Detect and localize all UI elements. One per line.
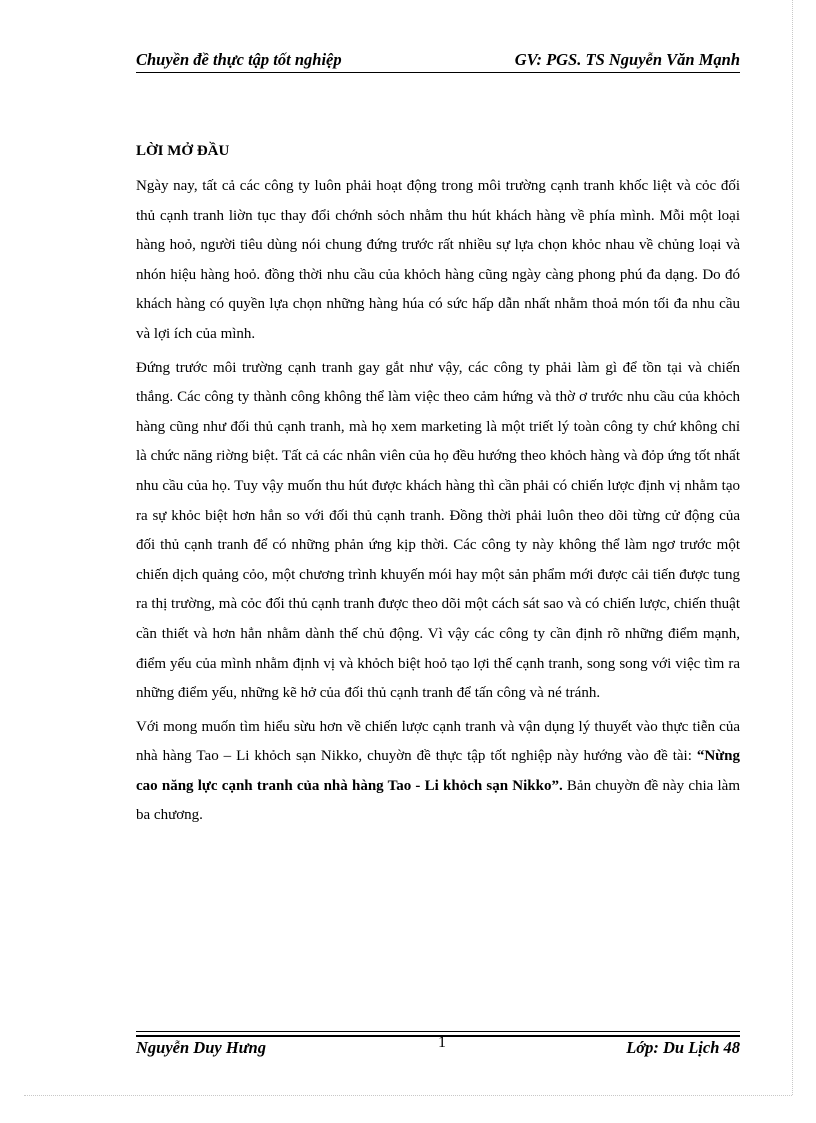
paragraph-3-topic: “Nừng cao năng lực cạnh tranh của nhà hàng Tao - Li khỏch sạn Nikko”. [136, 748, 740, 794]
page-footer [136, 1034, 740, 1060]
page-boundary-right [792, 0, 793, 1095]
header-title: Chuyền đề thực tập tốt nghiệp [136, 50, 342, 69]
paragraph-2: Đứng trước môi trường cạnh tranh gay gắt như vậy, các công ty phải làm gì để tồn tại và chiến thắng. Các công ty thành công không thể làm việc theo cảm hứng và thờ ơ trước nhu cầu của khỏch hàng cũng như đối thủ cạnh tranh, mà họ xem marketing là một triết lý toàn công ty chứ không chỉ là chức năng riờng biệt. Tất cả các nhân viên của họ đều hướng theo khỏch hàng và đỏp ứng tốt nhất nhu cầu của họ. Tuy vậy muốn thu hút được khách hàng thì cần phải có chiến lược định vị nhằm tạo ra sự khỏc biệt hơn hẳn so với đối thủ cạnh tranh. Đồng thời phải luôn theo dõi từng cử động của đối thủ cạnh tranh để có những phản ứng kịp thời. Các công ty này không thể làm ngơ trước một chiến dịch quảng cỏo, một chương trình khuyến mói hay một sản phẩm mới được cải tiến được tung ra thị trường, mà cỏc đối thủ cạnh tranh được theo dõi một cách sát sao và có chiến lược, chiến thuật cần thiết và hơn hẳn nhằm dành thế chủ động. Vì vậy các công ty cần định rõ những điểm mạnh, điểm yếu của mình nhằm định vị và khỏch biệt hoỏ tạo lợi thế cạnh tranh, song song với việc tìm ra những điểm yếu, những kẽ hở của đối thủ cạnh tranh để tấn công và né tránh. [136, 359, 740, 702]
footer-class: Lớp: Du Lịch 48 [626, 1038, 740, 1057]
page-content [136, 138, 740, 831]
section-heading: LỜI MỞ ĐẦU [136, 143, 230, 159]
paragraph-3 [136, 713, 740, 831]
paragraph-1: Ngày nay, tất cả các công ty luôn phải hoạt động trong môi trường cạnh tranh khốc liệt và cỏc đối thủ cạnh tranh liờn tục thay đổi chớnh sỏch nhằm thu hút khách hàng về phía mình. Mỗi một loại hàng hoỏ, người tiêu dùng nói chung đứng trước rất nhiều sự lựa chọn khỏc nhau về chủng loại và nhón hiệu hàng hoỏ. đồng thời nhu cầu của khỏch hàng cũng ngày càng phong phú đa dạng. Do đó khách hàng có quyền lựa chọn những hàng húa có sức hấp dẫn nhất nhằm thoả món tối đa nhu cầu và lợi ích của mình. [136, 178, 740, 342]
header-rule [136, 72, 740, 73]
page-header [136, 50, 740, 72]
page-number: 1 [438, 1034, 446, 1051]
page-boundary-bottom [24, 1095, 792, 1096]
paragraph-3-intro: Với mong muốn tìm hiểu sừu hơn về chiến lược cạnh tranh và vận dụng lý thuyết vào thực tiễn của nhà hàng Tao – Li khỏch sạn Nikko, chuyờn đề thực tập tốt nghiệp này hướng vào đề tài: [136, 718, 740, 765]
paragraph-3-outro: Bản chuyờn đề này chia làm ba chương. [136, 777, 740, 824]
footer-rule-thin [136, 1031, 740, 1032]
footer-author: Nguyễn Duy Hưng [136, 1038, 266, 1057]
header-supervisor: GV: PGS. TS Nguyễn Văn Mạnh [514, 50, 740, 69]
